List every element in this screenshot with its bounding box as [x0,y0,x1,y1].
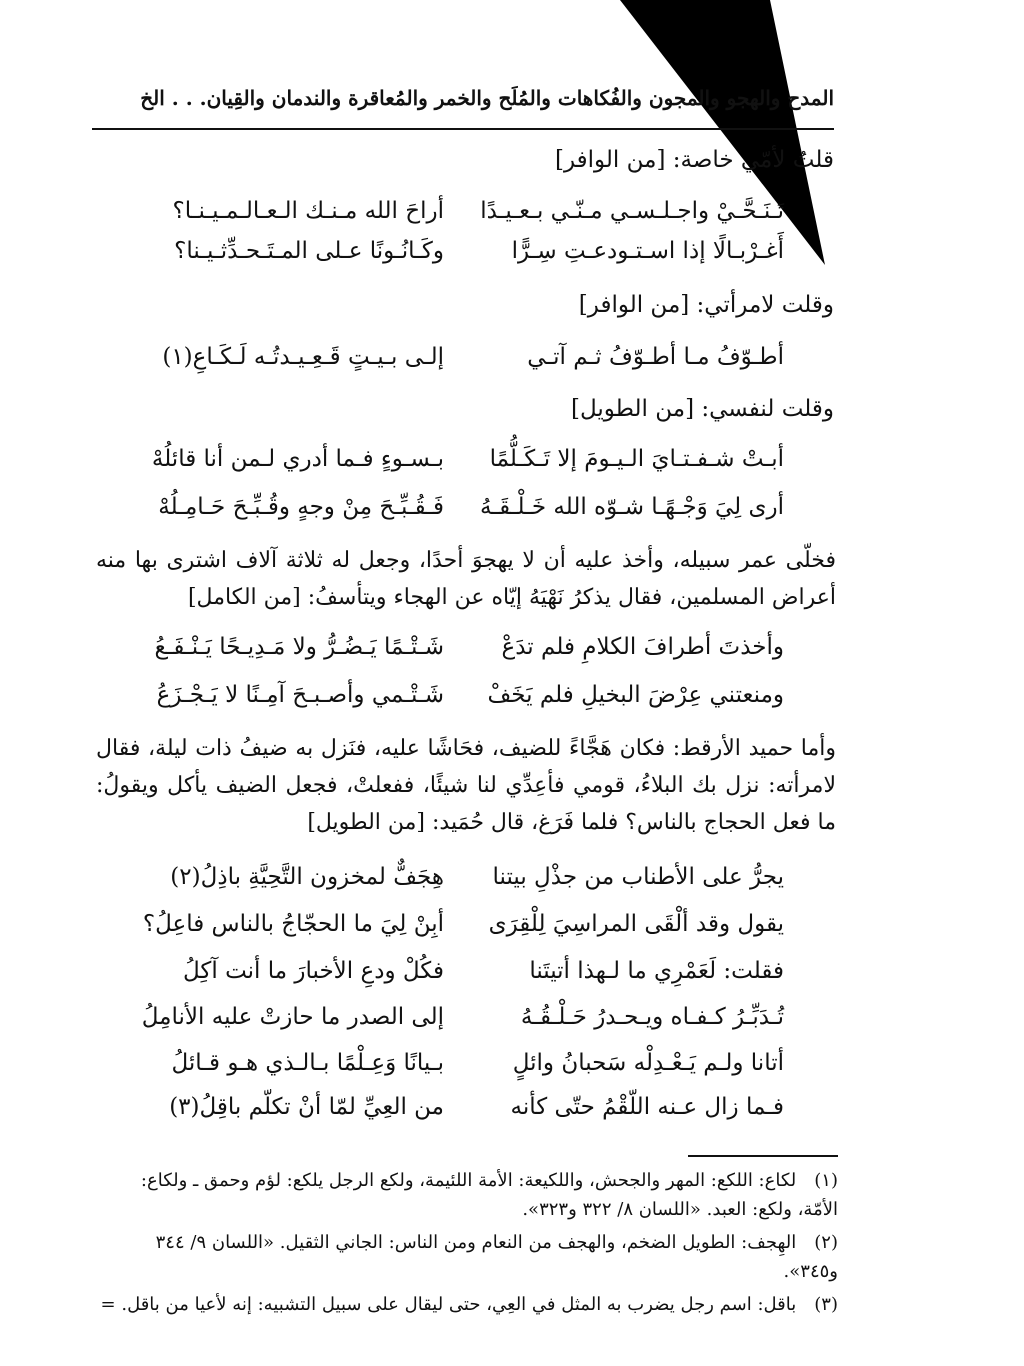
prose-paragraph [96,730,836,841]
first-hemistich: فقلت: لَعَمْرِي ما لـهذا أتيتَنا [529,958,784,984]
footnote-text: باقل: اسم رجل يضرب به المثل في العِي، حتى ليقال على سبيل التشبيه: إنه لأعيا من باقل. = [100,1294,797,1315]
first-hemistich: أبـتْ شـفـتـايَ الـيـومَ إلا تَـكَـلُّمًا [489,446,784,472]
first-hemistich: أتانا ولـم يَـعْـدِلْه سَحبانُ وائلٍ [512,1050,784,1076]
second-hemistich: شَـتْـمًا يَـضُـرُّ ولا مَـدِيـحًا يَـنْـفَـعُ [154,634,444,660]
footnote-number: (٣) [814,1294,838,1315]
second-hemistich: وكَـانُـونًا عـلى المـتَـحـدِّثـيـنا؟ [174,238,444,264]
first-hemistich: تَـنَـحَّـيْ واجـلـسـي مـنّـي بـعـيـدًا [480,198,784,224]
verse-intro: وقلت لنفسي: [من الطويل] [571,396,834,422]
footnote [100,1228,838,1286]
paragraph-text: وأما حميد الأرقط: فكان هَجَّاءً للضيف، فحَاشًا عليه، فنَزل به ضيفُ ذات ليلة، فقال لامرأته: نزل بك البلاءُ، قومي فأعِدِّي لنا شيئًا، ففعلتْ، فجعل الضيف يأكل ويقولُ: ما فعل الحجاج بالناس؟ فلما فَرَغ، قال حُمَيد: [من الطويل] [96,736,836,835]
first-hemistich: يجرُّ على الأطناب من جذْلِ بيتنا [492,864,784,890]
first-hemistich: وأخذتَ أطرافَ الكلامِ فلم تدَعْ [501,634,784,660]
first-hemistich: أرى لِيَ وَجْـهًـا شـوّه الله خَـلْـقَـهُ [480,494,784,520]
second-hemistich: هِجَفٌّ لمخزون التَّحِيَّةِ باذِلُ(٢) [170,864,444,890]
first-hemistich: أَغـرْبـالًا إذا اسـتـودعـتِ سِـرًّا [511,238,784,264]
first-hemistich: فـما زال عـنه اللّقْمُ حتّى كأنه [510,1094,784,1120]
second-hemistich: إلـى بـيـتٍ قَـعِـيـدتُـه لَـكَـاعِ(١) [162,344,444,370]
first-hemistich: ومنعتني عِرْضَ البخيلِ فلم يَخَفْ [487,682,784,708]
verse-intro: وقلت لامرأتي: [من الوافر] [578,292,834,318]
prose-paragraph [96,542,836,616]
second-hemistich: بـيانًا وَعِـلْمًا بـالـذي هـو قـائلُ [171,1050,444,1076]
second-hemistich: فَـقُـبِّـحَ مِنْ وجهٍ وقُـبِّـحَ حَـامِـلُهْ [158,494,444,520]
footnote-number: (٢) [814,1232,838,1253]
first-hemistich: أطـوّفُ مـا أطـوّفُ ثـم آتـي [527,344,784,370]
second-hemistich: إلى الصدر ما حازتْ عليه الأنامِلُ [141,1004,444,1030]
footnote-text: الهِجف: الطويل الضخم، والهجف من النعام ومن الناس: الجاني الثقيل. «اللسان ٩/ ٣٤٤ و٣٤٥». [155,1232,838,1282]
footnote [100,1166,838,1224]
paragraph-text: فخلّى عمر سبيله، وأخذ عليه أن لا يهجوَ أحدًا، وجعل له ثلاثة آلاف اشترى بها منه أعراض المسلمين، فقال يذكرُ نَهْيَهُ إيّاه عن الهجاء ويتأسفُ: [من الكامل] [96,548,836,610]
second-hemistich: بـسـوءٍ فـما أدري لـمن أنا قائلُهْ [151,446,444,472]
verse-intro: قلتُ لأمّي خاصة: [من الوافر] [554,147,834,173]
first-hemistich: يقول وقد ألْقَى المراسِيَ لِلْقِرَى [488,911,784,937]
second-hemistich: أراحَ الله مـنـك الـعـالـمـيـنـا؟ [172,198,444,224]
footnote [100,1290,838,1319]
running-header: المدح والهجو والمجون والفُكاهات والمُلَح والخمر والمُعاقرة والندمان والقِيان. . . الخ [140,86,834,110]
first-hemistich: تُـدَبِّـرُ كـفـاه ويـحـدرُ حَـلْـقُـهُ [520,1004,784,1030]
second-hemistich: فكُلْ ودعِ الأخبارَ ما أنت آكِلُ [183,958,444,984]
footnote-rule [688,1155,838,1157]
header-rule [92,128,834,130]
footnote-text: لكاع: اللكع: المهر والجحش، واللكيعة: الأمة اللئيمة، ولكع الرجل يلكع: لؤم وحمق ـ ولكاع: الأمّة، ولكع: العبد. «اللسان ٨/ ٣٢٢ و٣٢٣». [140,1170,838,1220]
second-hemistich: أبِنْ لِيَ ما الحجّاجُ بالناس فاعِلُ؟ [142,911,444,937]
second-hemistich: من العِيِّ لمّا أنْ تكلّم باقِلُ(٣) [169,1094,444,1120]
footnote-number: (١) [814,1170,838,1191]
second-hemistich: شَـتْـمي وأصـبـحَ آمِـنًا لا يَـجْـزَعُ [156,682,444,708]
